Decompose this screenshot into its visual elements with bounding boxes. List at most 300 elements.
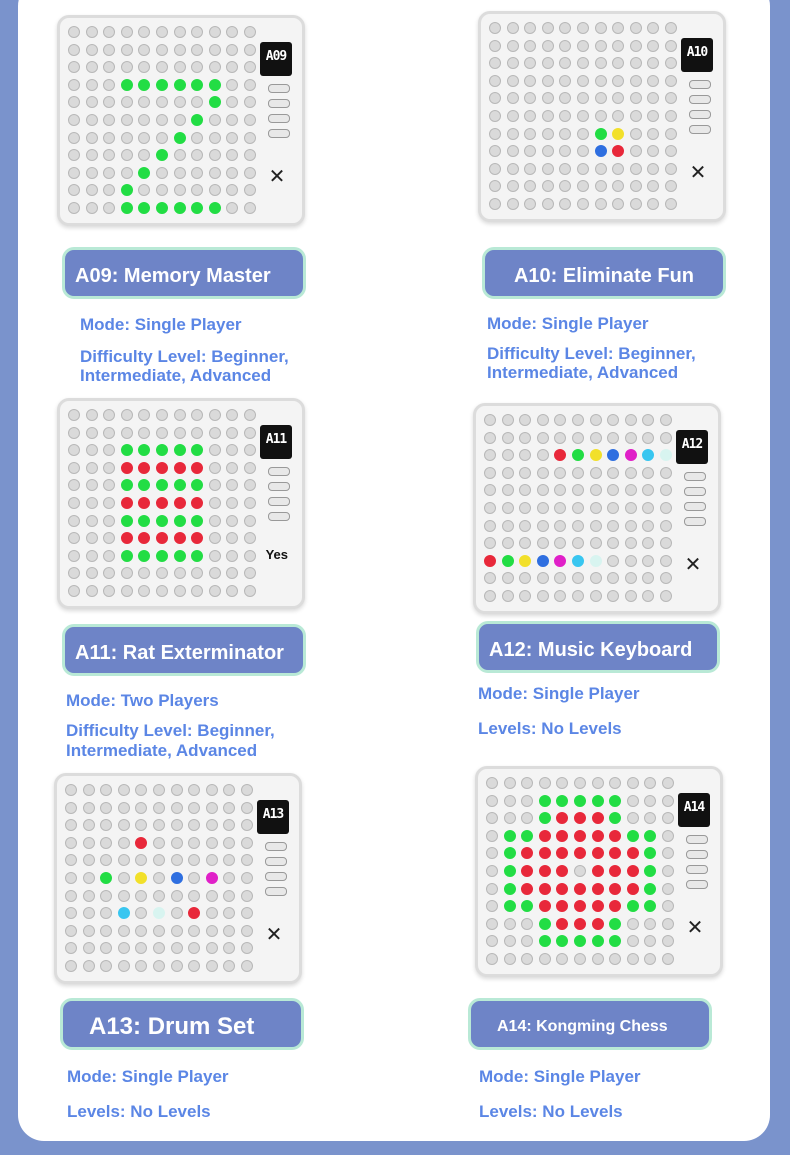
led-dot — [156, 550, 168, 562]
led-dot — [647, 198, 659, 210]
led-dot — [68, 515, 80, 527]
difficulty-a10-line2: Intermediate, Advanced — [487, 363, 679, 382]
led-dot — [665, 180, 677, 192]
led-dot — [574, 900, 586, 912]
led-dot — [65, 802, 77, 814]
led-dot — [577, 22, 589, 34]
led-dot — [489, 198, 501, 210]
led-dot — [86, 515, 98, 527]
led-dot — [627, 847, 639, 859]
led-dot — [574, 918, 586, 930]
led-dot — [121, 479, 133, 491]
led-dot — [226, 167, 238, 179]
led-dot — [68, 585, 80, 597]
led-dot — [83, 854, 95, 866]
mode-a12: Mode: Single Player — [478, 684, 640, 703]
led-dot — [609, 918, 621, 930]
led-dot — [171, 890, 183, 902]
led-dot — [191, 497, 203, 509]
led-dot — [191, 532, 203, 544]
led-dot — [559, 110, 571, 122]
led-dot — [156, 26, 168, 38]
led-dot — [174, 409, 186, 421]
led-dot — [244, 515, 256, 527]
led-display: A12 — [676, 430, 708, 464]
led-dot — [502, 572, 514, 584]
led-dot — [103, 585, 115, 597]
led-dot — [542, 128, 554, 140]
led-dot — [537, 520, 549, 532]
led-dot — [241, 837, 253, 849]
led-dot — [554, 484, 566, 496]
led-dot — [630, 198, 642, 210]
led-dot — [539, 883, 551, 895]
led-dot — [502, 502, 514, 514]
led-dot — [609, 812, 621, 824]
led-dot — [595, 22, 607, 34]
led-dot — [244, 585, 256, 597]
led-dot — [539, 865, 551, 877]
led-dot — [103, 479, 115, 491]
led-dot — [226, 114, 238, 126]
led-dot — [65, 942, 77, 954]
led-dot — [607, 432, 619, 444]
led-dot — [662, 812, 674, 824]
led-dot — [521, 918, 533, 930]
brand-logo-icon: ✕ — [265, 922, 283, 946]
side-buttons — [268, 84, 288, 144]
led-dot — [572, 572, 584, 584]
led-dot — [156, 427, 168, 439]
led-dot — [153, 854, 165, 866]
led-dot — [121, 462, 133, 474]
led-dot — [484, 449, 496, 461]
led-dot — [68, 479, 80, 491]
led-dot — [644, 918, 656, 930]
led-dot — [244, 149, 256, 161]
led-dot — [138, 79, 150, 91]
led-dot — [188, 854, 200, 866]
led-dot — [662, 777, 674, 789]
led-dot — [556, 900, 568, 912]
led-dot — [489, 75, 501, 87]
led-dot — [223, 907, 235, 919]
led-dot — [609, 795, 621, 807]
led-dot — [486, 830, 498, 842]
led-dot — [662, 847, 674, 859]
led-dot — [226, 532, 238, 544]
led-dot — [502, 520, 514, 532]
led-dot — [209, 532, 221, 544]
led-dot — [226, 409, 238, 421]
led-dot — [174, 202, 186, 214]
led-dot — [486, 795, 498, 807]
led-dot — [153, 802, 165, 814]
led-dot — [609, 935, 621, 947]
led-dot — [68, 167, 80, 179]
led-dot — [191, 479, 203, 491]
led-dot — [504, 830, 516, 842]
led-dot — [556, 865, 568, 877]
led-dot — [507, 110, 519, 122]
led-dot — [612, 128, 624, 140]
led-dot — [65, 854, 77, 866]
led-dot — [135, 837, 147, 849]
led-dot — [103, 132, 115, 144]
led-dot — [83, 890, 95, 902]
led-dot — [138, 550, 150, 562]
led-dot — [521, 795, 533, 807]
led-dot — [592, 918, 604, 930]
led-dot — [188, 837, 200, 849]
brand-logo-icon: ✕ — [689, 160, 707, 184]
led-dot — [630, 57, 642, 69]
led-dot — [171, 819, 183, 831]
led-dot — [542, 57, 554, 69]
led-dot — [537, 537, 549, 549]
led-dot — [86, 567, 98, 579]
led-dot — [138, 532, 150, 544]
led-dot — [86, 96, 98, 108]
led-dot — [642, 449, 654, 461]
led-dot — [642, 484, 654, 496]
led-dot — [519, 537, 531, 549]
led-dot — [241, 890, 253, 902]
led-dot — [68, 202, 80, 214]
led-dot — [612, 40, 624, 52]
led-dot — [206, 784, 218, 796]
led-dot — [138, 44, 150, 56]
led-dot — [121, 149, 133, 161]
led-dot — [103, 44, 115, 56]
led-dot — [595, 163, 607, 175]
led-dot — [539, 953, 551, 965]
led-dot — [484, 537, 496, 549]
led-dot — [660, 537, 672, 549]
led-dot — [539, 830, 551, 842]
led-dot — [577, 40, 589, 52]
led-dot — [209, 96, 221, 108]
led-dot — [86, 44, 98, 56]
led-dot — [65, 960, 77, 972]
led-dot — [537, 590, 549, 602]
led-dot — [121, 532, 133, 544]
led-dot — [660, 449, 672, 461]
led-dot — [241, 819, 253, 831]
led-dot — [118, 854, 130, 866]
led-dot — [86, 444, 98, 456]
led-dot — [504, 935, 516, 947]
led-dot — [660, 414, 672, 426]
led-dot — [121, 167, 133, 179]
led-dot — [502, 467, 514, 479]
led-dot — [138, 567, 150, 579]
led-dot — [595, 180, 607, 192]
led-dot — [559, 40, 571, 52]
led-dot — [100, 925, 112, 937]
led-dot — [556, 847, 568, 859]
led-dot — [644, 830, 656, 842]
led-dot — [209, 61, 221, 73]
led-dot — [630, 92, 642, 104]
led-dot — [223, 872, 235, 884]
led-dot — [504, 953, 516, 965]
led-dot — [660, 590, 672, 602]
led-dot — [537, 449, 549, 461]
led-dot — [625, 414, 637, 426]
led-dot — [574, 795, 586, 807]
difficulty-a09-line2: Intermediate, Advanced — [80, 366, 272, 385]
led-dot — [644, 935, 656, 947]
led-dot — [209, 202, 221, 214]
led-dot — [171, 802, 183, 814]
led-dot — [174, 479, 186, 491]
led-dot — [592, 777, 604, 789]
device-a14 — [475, 766, 723, 977]
led-dot — [118, 925, 130, 937]
led-dot — [171, 925, 183, 937]
led-dot — [135, 960, 147, 972]
led-dot — [521, 953, 533, 965]
led-dot — [138, 427, 150, 439]
led-dot — [118, 890, 130, 902]
led-dot — [100, 890, 112, 902]
led-dot — [519, 484, 531, 496]
led-dot — [209, 585, 221, 597]
led-dot — [554, 555, 566, 567]
led-dot — [577, 180, 589, 192]
led-display: A11 — [260, 425, 292, 459]
led-dot — [489, 110, 501, 122]
led-dot — [206, 854, 218, 866]
led-dot — [244, 479, 256, 491]
led-dot — [121, 114, 133, 126]
led-dot — [642, 432, 654, 444]
led-dot — [539, 847, 551, 859]
led-dot — [572, 537, 584, 549]
led-dot — [507, 57, 519, 69]
led-dot — [244, 61, 256, 73]
led-dot — [223, 890, 235, 902]
led-dot — [191, 167, 203, 179]
led-dot — [244, 184, 256, 196]
led-dot — [625, 449, 637, 461]
led-dot — [174, 79, 186, 91]
led-dot — [627, 795, 639, 807]
led-dot — [660, 555, 672, 567]
game-title-a09: A09: Memory Master — [62, 247, 306, 299]
led-dot — [539, 777, 551, 789]
led-dot — [103, 61, 115, 73]
led-dot — [486, 918, 498, 930]
led-dot — [559, 198, 571, 210]
led-dot — [174, 184, 186, 196]
led-dot — [647, 163, 659, 175]
led-dot — [156, 114, 168, 126]
led-dot — [121, 497, 133, 509]
led-dot — [103, 96, 115, 108]
game-title-a11: A11: Rat Exterminator — [62, 624, 306, 676]
led-dot — [590, 502, 602, 514]
led-dot — [191, 149, 203, 161]
led-dot — [65, 872, 77, 884]
led-dot — [241, 907, 253, 919]
led-dot — [135, 907, 147, 919]
mode-a14: Mode: Single Player — [479, 1067, 641, 1086]
led-dot — [612, 145, 624, 157]
led-dot — [572, 502, 584, 514]
led-dot — [241, 925, 253, 937]
led-dot — [521, 812, 533, 824]
led-dot — [65, 819, 77, 831]
led-dot — [174, 96, 186, 108]
led-dot — [595, 57, 607, 69]
led-dot — [572, 467, 584, 479]
led-dot — [486, 883, 498, 895]
led-dot — [612, 57, 624, 69]
mode-a09: Mode: Single Player — [80, 315, 242, 334]
led-dot — [244, 202, 256, 214]
led-dot — [489, 128, 501, 140]
led-dot — [489, 92, 501, 104]
led-dot — [625, 590, 637, 602]
led-dot — [156, 532, 168, 544]
led-dot — [226, 149, 238, 161]
led-dot — [191, 550, 203, 562]
led-dot — [156, 96, 168, 108]
led-dot — [68, 462, 80, 474]
led-dot — [507, 145, 519, 157]
led-dot — [486, 847, 498, 859]
led-dot — [156, 132, 168, 144]
led-dot — [590, 414, 602, 426]
led-dot — [574, 865, 586, 877]
led-dot — [244, 114, 256, 126]
led-dot — [191, 114, 203, 126]
led-dot — [590, 449, 602, 461]
led-dot — [542, 40, 554, 52]
led-dot — [171, 907, 183, 919]
led-dot — [502, 537, 514, 549]
led-dot — [68, 184, 80, 196]
led-dot — [83, 872, 95, 884]
led-dot — [612, 75, 624, 87]
led-dot — [590, 484, 602, 496]
led-dot — [609, 953, 621, 965]
led-dot — [153, 890, 165, 902]
led-dot — [524, 198, 536, 210]
led-dot — [244, 167, 256, 179]
led-dot — [156, 184, 168, 196]
led-dot — [100, 802, 112, 814]
led-dot — [65, 925, 77, 937]
led-dot — [226, 444, 238, 456]
led-dot — [484, 484, 496, 496]
led-dot — [103, 427, 115, 439]
led-dot — [138, 26, 150, 38]
led-dot — [121, 427, 133, 439]
led-dot — [138, 114, 150, 126]
led-dot — [642, 520, 654, 532]
led-dot — [244, 550, 256, 562]
led-dot — [556, 883, 568, 895]
led-dot — [627, 830, 639, 842]
led-dot — [502, 414, 514, 426]
led-dot — [226, 497, 238, 509]
led-dot — [537, 432, 549, 444]
led-dot — [607, 449, 619, 461]
led-dot — [665, 163, 677, 175]
led-dot — [554, 432, 566, 444]
led-dot — [595, 92, 607, 104]
led-dot — [244, 44, 256, 56]
led-dot — [642, 414, 654, 426]
led-dot — [209, 26, 221, 38]
led-dot — [191, 567, 203, 579]
led-dot — [191, 427, 203, 439]
led-dot — [68, 61, 80, 73]
led-dot — [68, 427, 80, 439]
led-dot — [630, 75, 642, 87]
led-dot — [65, 890, 77, 902]
led-dot — [609, 883, 621, 895]
led-dot — [138, 585, 150, 597]
led-dot — [507, 163, 519, 175]
led-dot — [630, 128, 642, 140]
led-dot — [68, 114, 80, 126]
led-dot — [118, 819, 130, 831]
led-dot — [484, 502, 496, 514]
led-dot — [489, 57, 501, 69]
led-dot — [502, 432, 514, 444]
led-dot — [644, 777, 656, 789]
led-dot — [521, 900, 533, 912]
difficulty-a10-line1: Difficulty Level: Beginner, — [487, 344, 696, 363]
led-dot — [153, 784, 165, 796]
led-dot — [554, 520, 566, 532]
led-dot — [592, 812, 604, 824]
led-dot — [627, 953, 639, 965]
led-dot — [188, 942, 200, 954]
led-dot — [191, 184, 203, 196]
led-dot — [486, 865, 498, 877]
led-dot — [607, 414, 619, 426]
led-dot — [559, 92, 571, 104]
led-dot — [103, 202, 115, 214]
led-dot — [607, 520, 619, 532]
led-dot — [244, 497, 256, 509]
led-dot — [592, 883, 604, 895]
led-dot — [662, 935, 674, 947]
led-dot — [519, 449, 531, 461]
led-dot — [86, 26, 98, 38]
led-dot — [118, 784, 130, 796]
led-dot — [121, 96, 133, 108]
device-a09 — [57, 15, 305, 226]
led-dot — [121, 184, 133, 196]
led-dot — [244, 444, 256, 456]
led-dot — [241, 960, 253, 972]
led-dot — [559, 180, 571, 192]
led-dot — [226, 427, 238, 439]
led-dot — [647, 92, 659, 104]
led-dot — [209, 114, 221, 126]
led-dot — [642, 555, 654, 567]
led-dot — [662, 795, 674, 807]
led-dot — [574, 847, 586, 859]
led-dot — [188, 872, 200, 884]
led-dot — [209, 479, 221, 491]
